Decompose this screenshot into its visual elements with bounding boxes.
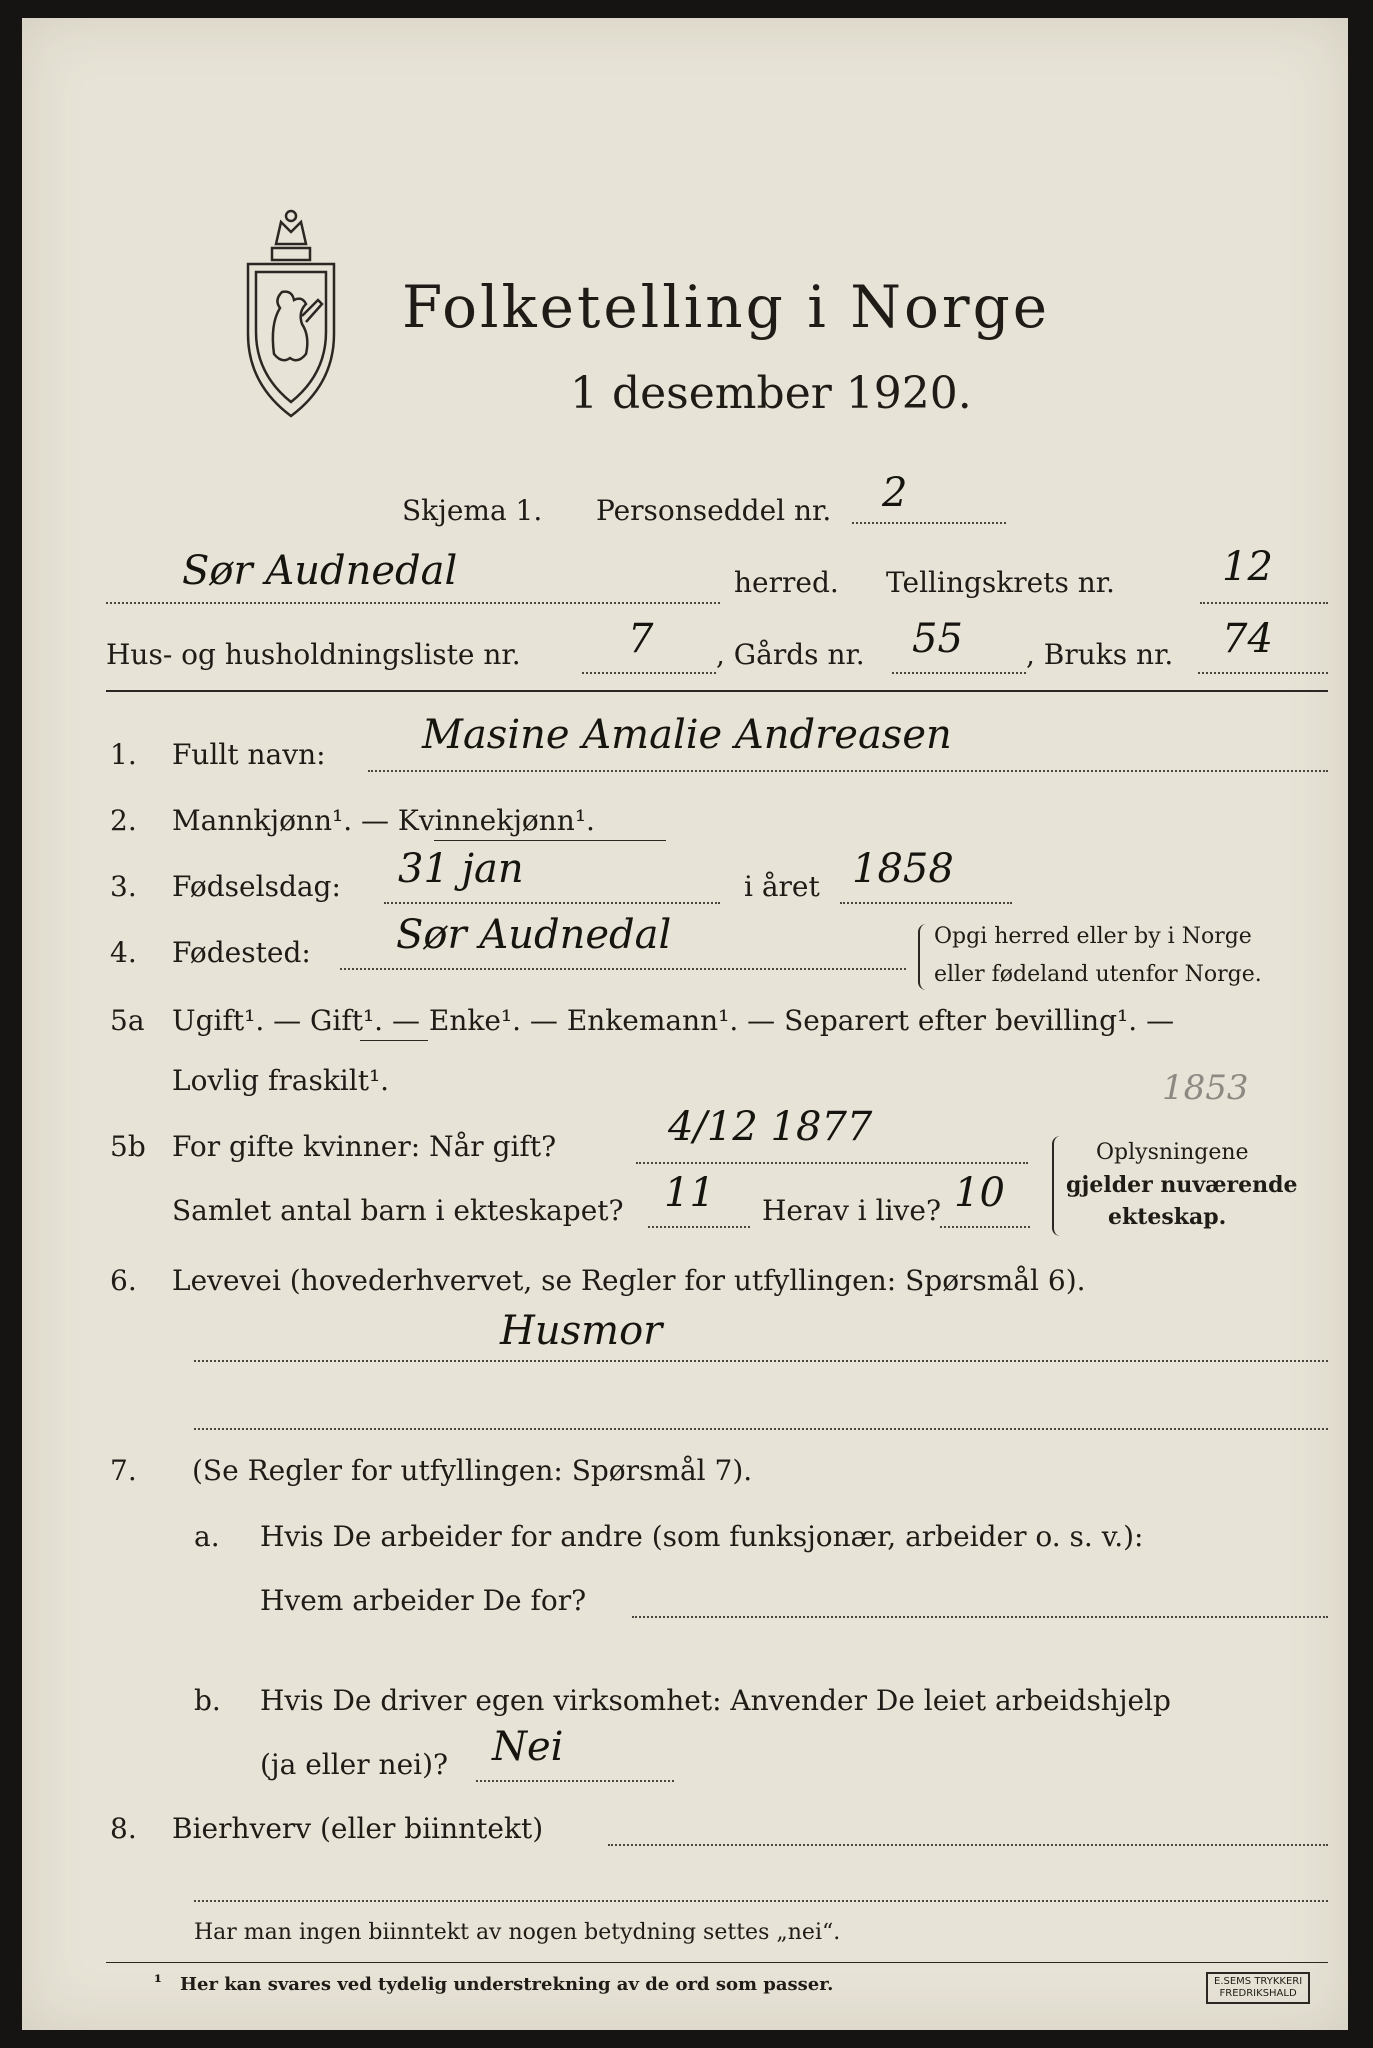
q4-line — [340, 968, 906, 970]
q5a-number: 5a — [110, 1004, 145, 1037]
q7a-line2: Hvem arbeider De for? — [260, 1584, 587, 1617]
skjema-label: Skjema 1. — [402, 494, 543, 527]
q7-label: (Se Regler for utfyllingen: Spørsmål 7). — [192, 1454, 753, 1487]
q6-number: 6. — [110, 1264, 137, 1297]
hus-label: Hus- og husholdningsliste nr. — [106, 638, 521, 671]
q7a-line1: Hvis De arbeider for andre (som funksjonær, arbeider o. s. v.): — [260, 1520, 1144, 1553]
personseddel-value: 2 — [882, 470, 908, 516]
q8-line1 — [608, 1844, 1328, 1846]
q3-year-label: i året — [744, 870, 820, 903]
q4-note-line1: Opgi herred eller by i Norge — [934, 924, 1252, 949]
q5b-brace — [1052, 1136, 1064, 1236]
hus-line — [582, 672, 716, 674]
personseddel-label: Personseddel nr. — [596, 494, 832, 527]
census-date: 1 desember 1920. — [570, 368, 972, 419]
census-form — [22, 18, 1348, 2030]
q5a-line1: Ugift¹. — Gift¹. — Enke¹. — Enkemann¹. — Separert efter bevilling¹. — — [172, 1004, 1175, 1037]
footnote-mark: ¹ — [154, 1972, 162, 1993]
q7b-value: Nei — [492, 1724, 564, 1770]
footnote-text: Her kan svares ved tydelig understrekning av de ord som passer. — [180, 1974, 834, 1995]
q4-number: 4. — [110, 936, 137, 969]
gards-value: 55 — [912, 616, 963, 662]
q8-line2 — [194, 1900, 1328, 1902]
q8-label: Bierhverv (eller biinntekt) — [172, 1812, 544, 1845]
bruks-label: , Bruks nr. — [1026, 638, 1174, 671]
tellingskrets-value: 12 — [1222, 544, 1273, 590]
tellingskrets-line — [1200, 602, 1328, 604]
norwegian-coat-of-arms-icon — [236, 204, 346, 424]
q7b-line1: Hvis De driver egen virksomhet: Anvender De leiet arbeidshjelp — [260, 1684, 1171, 1717]
q2-label: Mannkjønn¹. — Kvinnekjønn¹. — [172, 804, 595, 837]
herred-label: herred. — [734, 566, 839, 599]
q7a-line — [632, 1616, 1328, 1618]
gards-line — [892, 672, 1026, 674]
bruks-line — [1198, 672, 1328, 674]
q5a-line2: Lovlig fraskilt¹. — [172, 1064, 390, 1097]
gards-label: , Gårds nr. — [716, 638, 865, 671]
q4-brace — [918, 924, 930, 990]
q8-number: 8. — [110, 1812, 137, 1845]
q5b-children-label: Samlet antal barn i ekteskapet? — [172, 1194, 624, 1227]
q6-line2 — [194, 1428, 1328, 1430]
personseddel-line — [852, 522, 1006, 524]
herred-value: Sør Audnedal — [182, 548, 458, 594]
q3-label: Fødselsdag: — [172, 870, 341, 903]
q5b-line — [636, 1162, 1028, 1164]
q1-label: Fullt navn: — [172, 738, 326, 771]
q1-number: 1. — [110, 738, 137, 771]
q5b-note-line3: ekteskap. — [1108, 1204, 1227, 1230]
q3-year-value: 1858 — [852, 846, 954, 892]
q2-number: 2. — [110, 804, 137, 837]
kvinnekjonn-underline — [434, 840, 666, 841]
footnote-divider — [106, 1962, 1328, 1963]
q5b-label: For gifte kvinner: Når gift? — [172, 1130, 557, 1163]
q7b-letter: b. — [194, 1684, 221, 1717]
q5b-note-line1: Oplysningene — [1096, 1140, 1249, 1165]
q7b-line — [476, 1780, 674, 1782]
hus-value: 7 — [628, 616, 654, 662]
q7-number: 7. — [110, 1454, 137, 1487]
q1-line — [368, 770, 1328, 772]
bruks-value: 74 — [1222, 616, 1273, 662]
q6-line1 — [194, 1360, 1328, 1362]
herred-line — [106, 602, 720, 604]
printer-stamp-line2: FREDRIKSHALD — [1219, 1988, 1297, 1999]
q4-value: Sør Audnedal — [396, 912, 672, 958]
q8-note: Har man ingen biinntekt av nogen betydning settes „nei“. — [194, 1920, 841, 1945]
q4-label: Fødested: — [172, 936, 311, 969]
q3-value: 31 jan — [398, 846, 524, 892]
form-title: Folketelling i Norge — [402, 273, 1051, 341]
q1-value: Masine Amalie Andreasen — [422, 712, 952, 758]
q5b-number: 5b — [110, 1130, 146, 1163]
printer-stamp — [1206, 1972, 1310, 2004]
q5b-note-line2: gjelder nuværende — [1066, 1172, 1298, 1198]
tellingskrets-label: Tellingskrets nr. — [886, 566, 1115, 599]
q6-value: Husmor — [500, 1308, 663, 1354]
q5b-pencil-note: 1853 — [1162, 1068, 1249, 1108]
q5b-alive-value: 10 — [954, 1170, 1005, 1216]
q3-number: 3. — [110, 870, 137, 903]
q7b-line2: (ja eller nei)? — [260, 1748, 449, 1781]
printer-stamp-line1: E.SEMS TRYKKERI — [1214, 1976, 1303, 1987]
q4-note-line2: eller fødeland utenfor Norge. — [934, 962, 1262, 987]
header-divider — [106, 690, 1328, 692]
q5b-alive-line — [940, 1226, 1030, 1228]
q3-line — [384, 902, 720, 904]
q5b-value: 4/12 1877 — [668, 1104, 873, 1150]
q5b-children-line — [648, 1226, 750, 1228]
q5b-alive-label: Herav i live? — [762, 1194, 941, 1227]
q6-label: Levevei (hovederhvervet, se Regler for utfyllingen: Spørsmål 6). — [172, 1264, 1086, 1297]
gift-underline — [360, 1040, 428, 1041]
q5b-children-value: 11 — [664, 1170, 715, 1216]
q7a-letter: a. — [194, 1520, 220, 1553]
q3-year-line — [840, 902, 1012, 904]
